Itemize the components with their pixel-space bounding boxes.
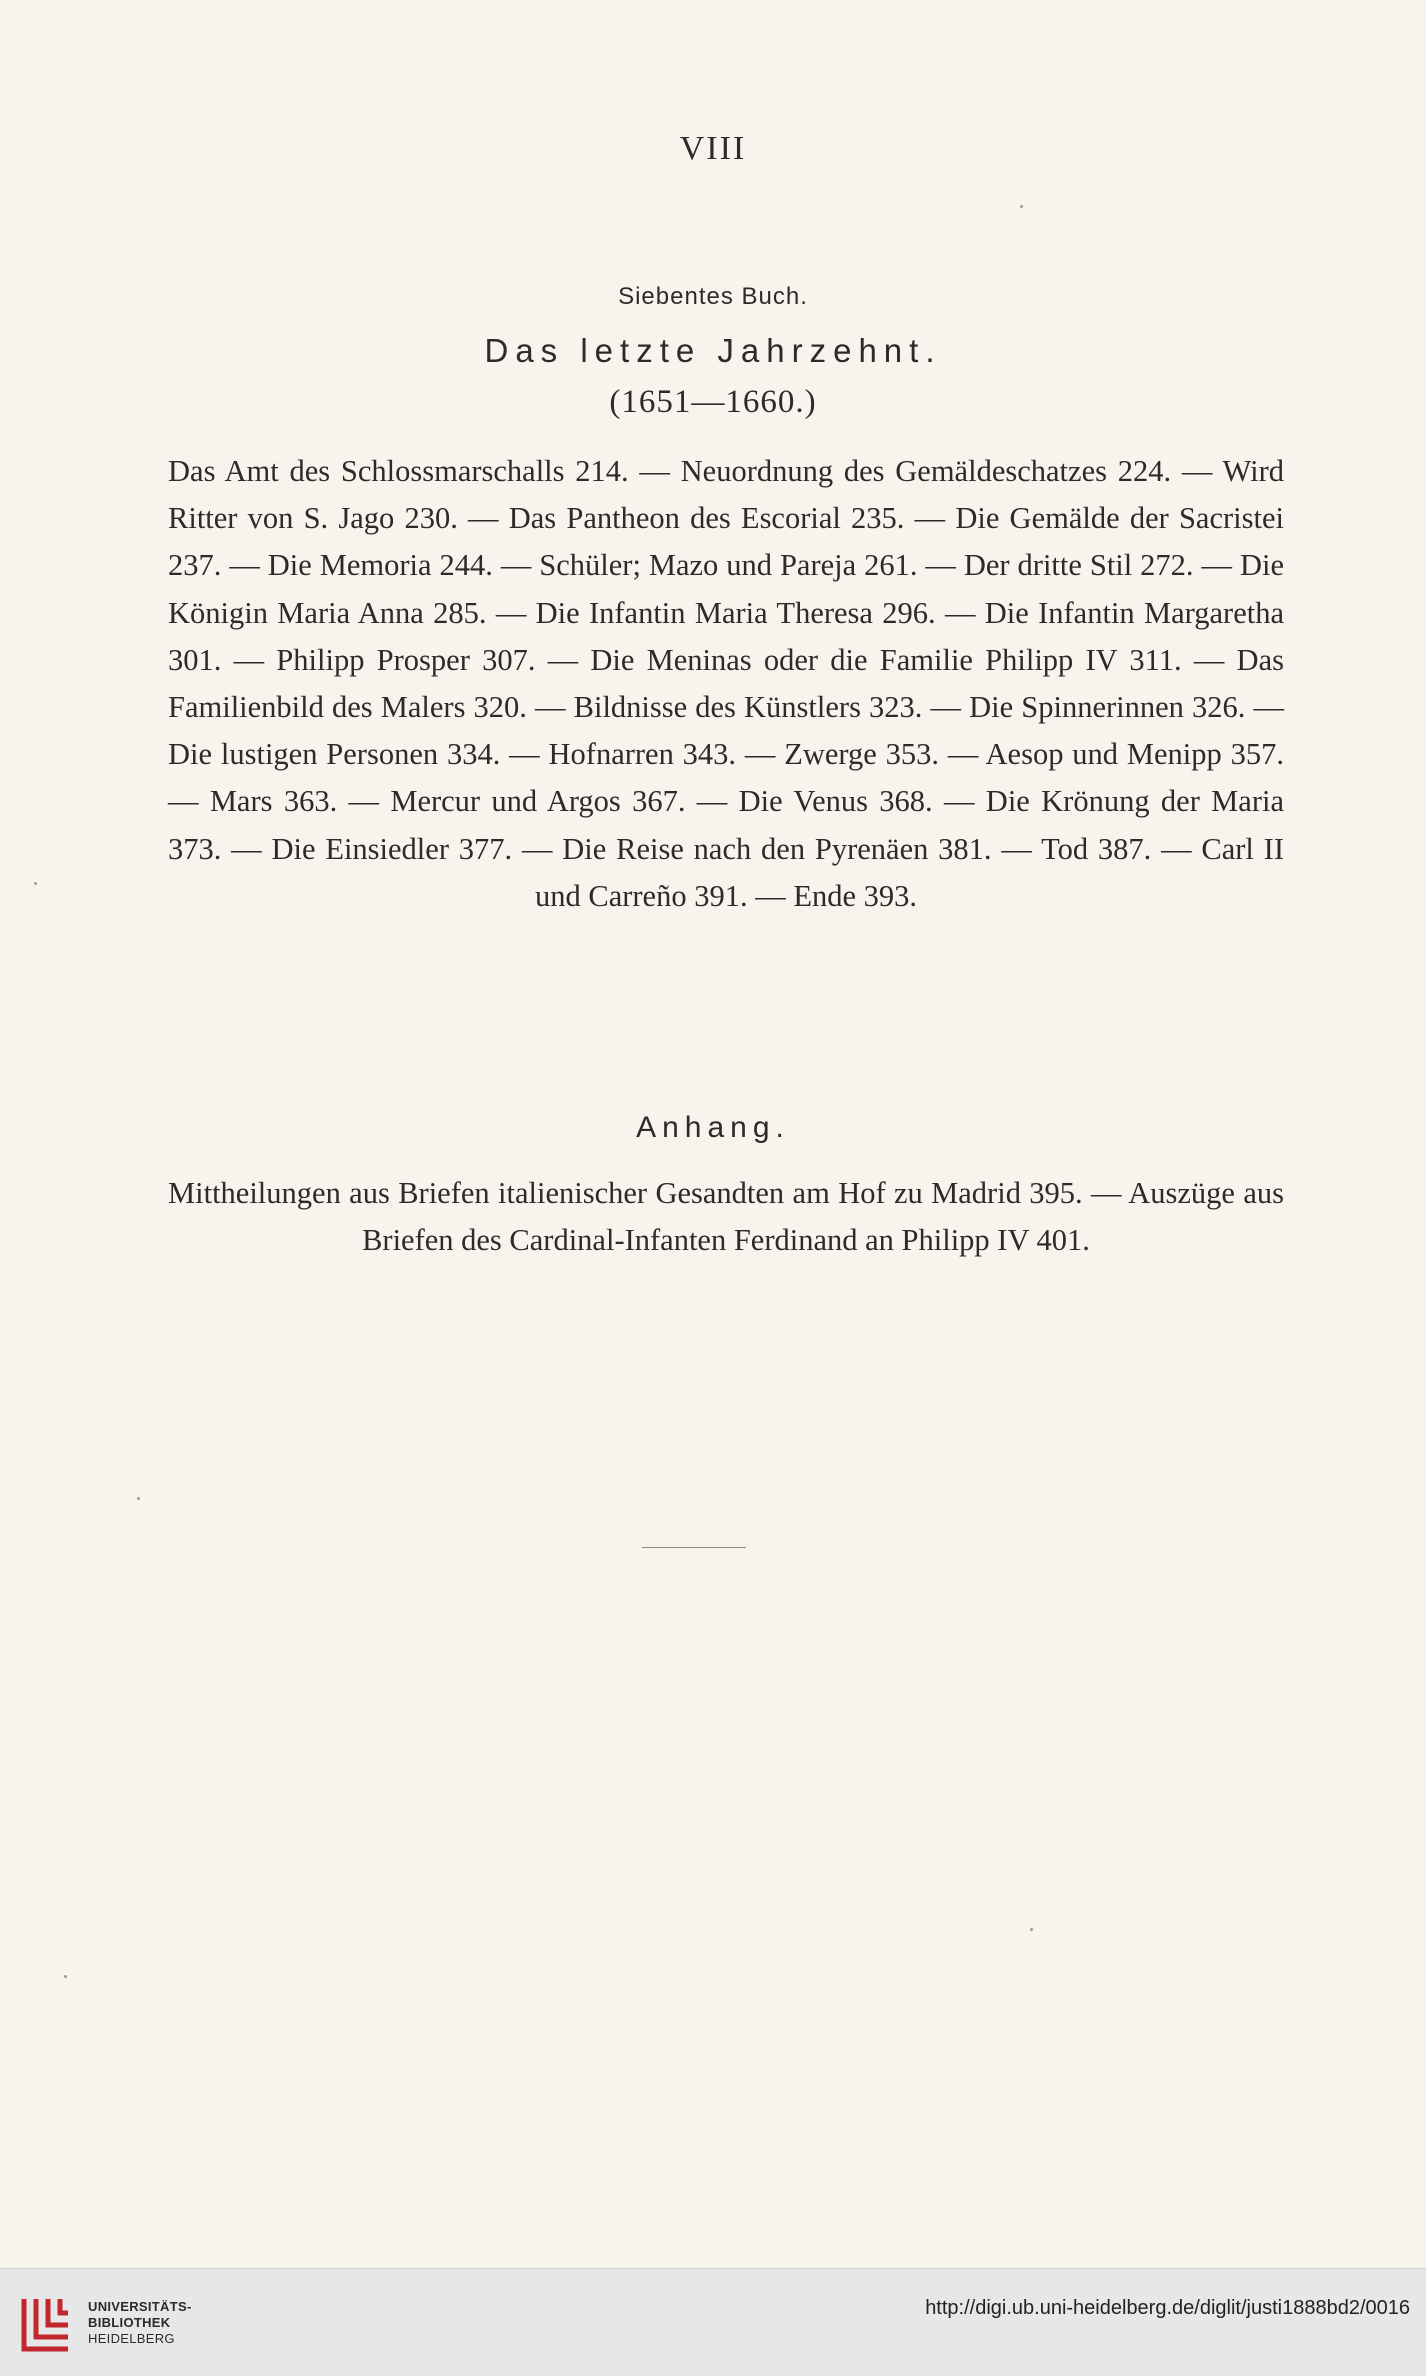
table-of-contents-paragraph: Das Amt des Schlossmarschalls 214. — Neuordnung des Gemäldeschatzes 224. — Wird Ritter von S. Jago 230. — Das Pantheon des Escorial 235. — Die Gemälde der Sacristei 237. — Die Memoria 244. — Schüler; Mazo und Pareja 261. — Der dritte Stil 272. — Die Königin Maria Anna 285. — Die Infantin Maria Theresa 296. — Die Infantin Margaretha 301. — Philipp Prosper 307. — Die Meninas oder die Familie Philipp IV 311. — Das Familienbild des Malers 320. — Bildnisse des Künstlers 323. — Die Spinnerinnen 326. — Die lustigen Personen 334. — Hofnarren 343. — Zwerge 353. — Aesop und Menipp 357. — Mars 363. — Mercur und Argos 367. — Die Venus 368. — Die Krönung der Maria 373. — Die Einsiedler 377. — Die Reise nach den Pyrenäen 381. — Tod 387. — Carl II und Carreño 391. — Ende 393. bbox=[168, 454, 1284, 913]
book-label: Siebentes Buch. bbox=[618, 283, 808, 310]
library-logo-icon bbox=[14, 2291, 80, 2357]
appendix-title: Anhang. bbox=[636, 1111, 790, 1144]
appendix-contents-paragraph: Mittheilungen aus Briefen italienischer Gesandten am Hof zu Madrid 395. — Auszüge aus Briefen des Cardinal-Infanten Ferdinand an Philipp IV 401. bbox=[168, 1176, 1284, 1258]
section-title: Das letzte Jahrzehnt. bbox=[484, 332, 942, 369]
end-rule-divider bbox=[642, 1547, 746, 1548]
institution-line: UNIVERSITÄTS- bbox=[88, 2299, 192, 2314]
institution-name bbox=[88, 2299, 192, 2347]
paper-speck bbox=[137, 1497, 140, 1500]
permalink-link[interactable]: http://digi.ub.uni-heidelberg.de/diglit/justi1888bd2/0016 bbox=[925, 2297, 1410, 2319]
section-dates: (1651—1660.) bbox=[609, 384, 817, 420]
page-number: VIII bbox=[679, 130, 747, 167]
institution-line: BIBLIOTHEK bbox=[88, 2315, 171, 2330]
institution-line: HEIDELBERG bbox=[88, 2331, 175, 2346]
paper-speck bbox=[1020, 205, 1023, 208]
paper-speck bbox=[64, 1975, 67, 1978]
paper-speck bbox=[34, 882, 37, 885]
footer-bar bbox=[0, 2268, 1426, 2376]
paper-speck bbox=[1030, 1928, 1033, 1931]
